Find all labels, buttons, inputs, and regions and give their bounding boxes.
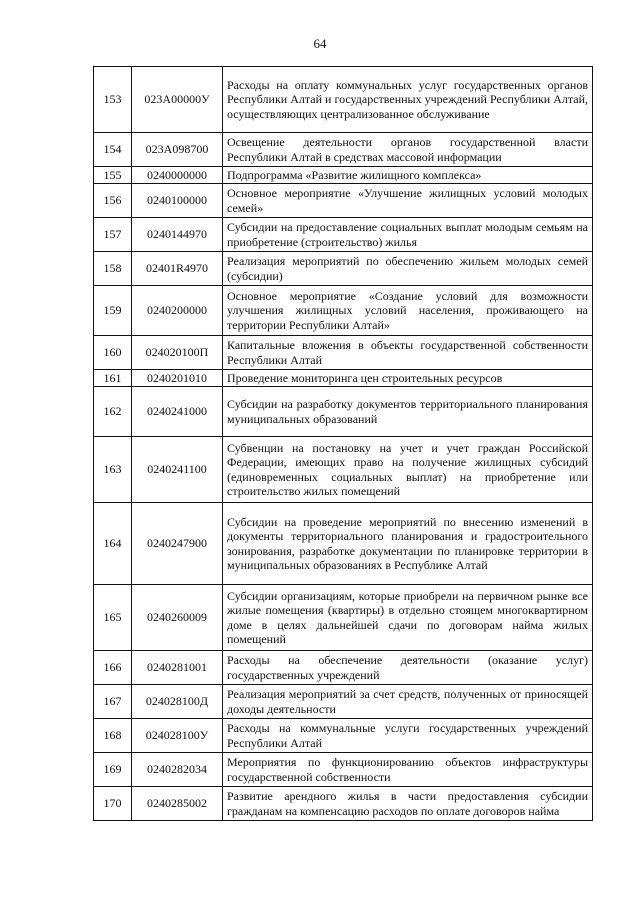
classification-code-cell: 0240260009 — [132, 585, 223, 651]
description-cell: Расходы на коммунальные услуги государственных учреждений Республики Алтай — [223, 719, 593, 753]
row-number-cell: 160 — [94, 336, 132, 370]
row-number-cell: 164 — [94, 503, 132, 585]
description-cell: Освещение деятельности органов государственной власти Республики Алтай в средствах массовой информации — [223, 133, 593, 167]
table-row — [94, 218, 593, 252]
description-cell: Капитальные вложения в объекты государственной собственности Республики Алтай — [223, 336, 593, 370]
description-cell: Реализация мероприятий по обеспечению жильем молодых семей (субсидии) — [223, 252, 593, 286]
table-row — [94, 167, 593, 184]
classification-code-cell: 0240282034 — [132, 753, 223, 787]
classification-code-cell: 0240200000 — [132, 286, 223, 336]
description-cell: Субвенции на постановку на учет и учет граждан Российской Федерации, имеющих право на получение жилищных субсидий (единовременных социальных выплат) на приобретение или строительство жилых помещений — [223, 437, 593, 503]
row-number-cell: 157 — [94, 218, 132, 252]
table-row — [94, 503, 593, 585]
table-row — [94, 651, 593, 685]
classification-code-cell: 0240241100 — [132, 437, 223, 503]
classification-code-cell: 023А00000У — [132, 67, 223, 133]
classification-code-cell: 0240100000 — [132, 184, 223, 218]
classification-code-cell: 0240000000 — [132, 167, 223, 184]
row-number-cell: 163 — [94, 437, 132, 503]
classification-code-cell: 0240285002 — [132, 787, 223, 821]
description-cell: Проведение мониторинга цен строительных ресурсов — [223, 370, 593, 387]
table-row — [94, 437, 593, 503]
table-row — [94, 336, 593, 370]
row-number-cell: 162 — [94, 387, 132, 437]
description-cell: Субсидии на разработку документов территориального планирования муниципальных образований — [223, 387, 593, 437]
table-row — [94, 67, 593, 133]
row-number-cell: 169 — [94, 753, 132, 787]
table-row — [94, 753, 593, 787]
table-row — [94, 184, 593, 218]
row-number-cell: 154 — [94, 133, 132, 167]
description-cell: Субсидии организациям, которые приобрели на первичном рынке все жилые помещения (квартиры) в отдельно стоящем многоквартирном доме в целях дальнейшей сдачи по договорам найма жилых помещений — [223, 585, 593, 651]
table-row — [94, 685, 593, 719]
table-body — [94, 67, 593, 821]
description-cell: Расходы на оплату коммунальных услуг государственных органов Республики Алтай и государственных учреждений Республики Алтай, осуществляющих централизованное обслуживание — [223, 67, 593, 133]
row-number-cell: 155 — [94, 167, 132, 184]
classification-code-cell: 0240247900 — [132, 503, 223, 585]
classification-code-cell: 023А098700 — [132, 133, 223, 167]
classification-code-cell: 0240241000 — [132, 387, 223, 437]
description-cell: Основное мероприятие «Улучшение жилищных условий молодых семей» — [223, 184, 593, 218]
table-row — [94, 787, 593, 821]
classification-code-cell: 024028100Д — [132, 685, 223, 719]
table-row — [94, 286, 593, 336]
table-row — [94, 133, 593, 167]
row-number-cell: 156 — [94, 184, 132, 218]
table-row — [94, 585, 593, 651]
table-row — [94, 719, 593, 753]
table-row — [94, 252, 593, 286]
description-cell: Расходы на обеспечение деятельности (оказание услуг) государственных учреждений — [223, 651, 593, 685]
description-cell: Развитие арендного жилья в части предоставления субсидии гражданам на компенсацию расходов по оплате договоров найма — [223, 787, 593, 821]
table-row — [94, 387, 593, 437]
description-cell: Реализация мероприятий за счет средств, полученных от приносящей доходы деятельности — [223, 685, 593, 719]
row-number-cell: 166 — [94, 651, 132, 685]
classification-code-cell: 0240281001 — [132, 651, 223, 685]
table-row — [94, 370, 593, 387]
row-number-cell: 170 — [94, 787, 132, 821]
budget-classification-table — [93, 66, 593, 821]
row-number-cell: 158 — [94, 252, 132, 286]
row-number-cell: 167 — [94, 685, 132, 719]
row-number-cell: 161 — [94, 370, 132, 387]
description-cell: Подпрограмма «Развитие жилищного комплекса» — [223, 167, 593, 184]
description-cell: Мероприятия по функционированию объектов инфраструктуры государственной собственности — [223, 753, 593, 787]
description-cell: Субсидии на предоставление социальных выплат молодым семьям на приобретение (строительство) жилья — [223, 218, 593, 252]
classification-code-cell: 024020100П — [132, 336, 223, 370]
classification-code-cell: 024028100У — [132, 719, 223, 753]
classification-code-cell: 02401R4970 — [132, 252, 223, 286]
row-number-cell: 165 — [94, 585, 132, 651]
classification-code-cell: 0240201010 — [132, 370, 223, 387]
row-number-cell: 159 — [94, 286, 132, 336]
classification-code-cell: 0240144970 — [132, 218, 223, 252]
description-cell: Субсидии на проведение мероприятий по внесению изменений в документы территориального планирования и градостроительного зонирования, разработке документации по планировке территории в муниципальных образованиях в Республике Алтай — [223, 503, 593, 585]
row-number-cell: 153 — [94, 67, 132, 133]
row-number-cell: 168 — [94, 719, 132, 753]
page-number: 64 — [313, 36, 327, 51]
description-cell: Основное мероприятие «Создание условий для возможности улучшения жилищных условий населения, проживающего на территории Республики Алтай» — [223, 286, 593, 336]
